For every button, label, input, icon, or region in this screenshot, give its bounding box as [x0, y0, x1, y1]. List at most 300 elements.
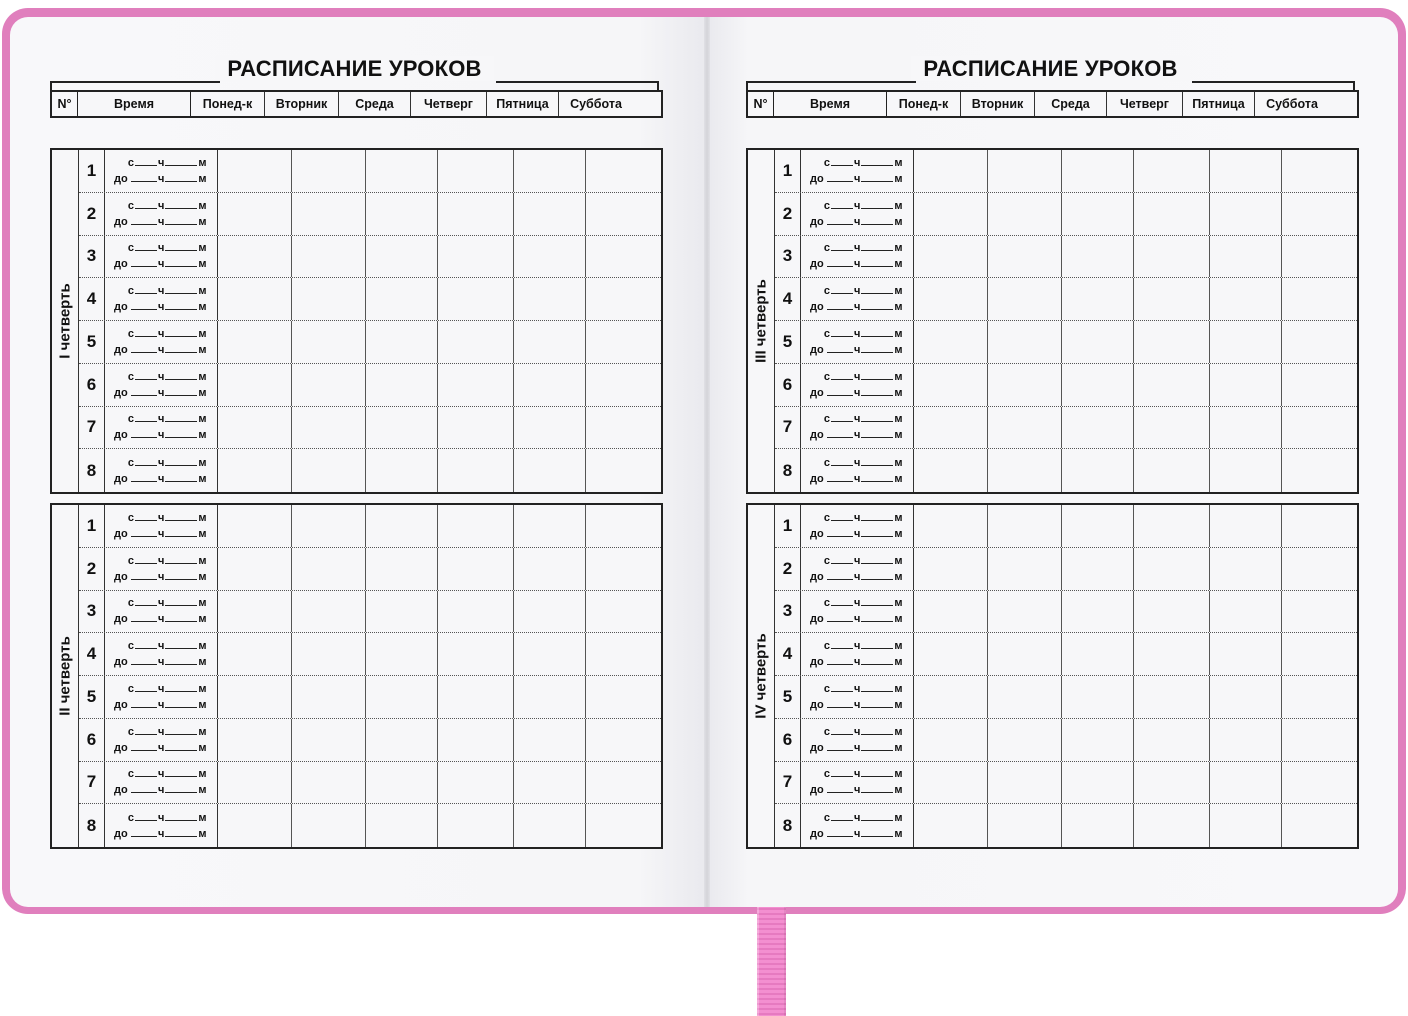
minutes-blank[interactable] [861, 299, 893, 310]
lesson-cell-wednesday[interactable] [1062, 407, 1134, 449]
hours-blank[interactable] [827, 471, 853, 482]
lesson-time-field[interactable] [801, 449, 914, 492]
lesson-cell-tuesday[interactable] [292, 762, 366, 804]
lesson-cell-friday[interactable] [1210, 193, 1282, 235]
lesson-cell-saturday[interactable] [586, 236, 660, 278]
lesson-cell-saturday[interactable] [1282, 321, 1356, 363]
lesson-time-field[interactable] [105, 591, 218, 633]
minutes-blank[interactable] [861, 385, 893, 396]
hours-blank[interactable] [131, 342, 157, 353]
lesson-cell-thursday[interactable] [438, 407, 514, 449]
lesson-cell-thursday[interactable] [1134, 676, 1210, 718]
lesson-cell-saturday[interactable] [586, 591, 660, 633]
lesson-time-field[interactable] [801, 193, 914, 235]
lesson-cell-thursday[interactable] [1134, 591, 1210, 633]
lesson-cell-wednesday[interactable] [1062, 278, 1134, 320]
lesson-cell-saturday[interactable] [1282, 633, 1356, 675]
lesson-cell-monday[interactable] [218, 505, 292, 547]
hours-blank[interactable] [135, 595, 157, 606]
lesson-cell-monday[interactable] [914, 150, 988, 192]
lesson-cell-wednesday[interactable] [366, 321, 438, 363]
lesson-cell-monday[interactable] [218, 236, 292, 278]
hours-blank[interactable] [135, 326, 157, 337]
lesson-cell-friday[interactable] [514, 762, 586, 804]
hours-blank[interactable] [827, 654, 853, 665]
lesson-cell-thursday[interactable] [1134, 364, 1210, 406]
lesson-cell-thursday[interactable] [438, 364, 514, 406]
lesson-cell-monday[interactable] [914, 321, 988, 363]
hours-blank[interactable] [131, 256, 157, 267]
hours-blank[interactable] [831, 326, 853, 337]
hours-blank[interactable] [831, 411, 853, 422]
lesson-cell-saturday[interactable] [1282, 449, 1356, 492]
lesson-cell-wednesday[interactable] [366, 548, 438, 590]
lesson-cell-saturday[interactable] [586, 719, 660, 761]
minutes-blank[interactable] [861, 654, 893, 665]
lesson-cell-saturday[interactable] [1282, 804, 1356, 847]
lesson-cell-monday[interactable] [218, 407, 292, 449]
lesson-cell-thursday[interactable] [1134, 236, 1210, 278]
lesson-time-field[interactable] [801, 364, 914, 406]
minutes-blank[interactable] [861, 526, 893, 537]
lesson-cell-wednesday[interactable] [366, 505, 438, 547]
lesson-cell-monday[interactable] [914, 449, 988, 492]
lesson-time-field[interactable] [801, 804, 914, 847]
lesson-time-field[interactable] [801, 719, 914, 761]
lesson-cell-wednesday[interactable] [1062, 762, 1134, 804]
hours-blank[interactable] [135, 724, 157, 735]
lesson-cell-saturday[interactable] [586, 505, 660, 547]
minutes-blank[interactable] [861, 553, 893, 564]
minutes-blank[interactable] [861, 595, 893, 606]
lesson-time-field[interactable] [801, 591, 914, 633]
lesson-cell-wednesday[interactable] [1062, 633, 1134, 675]
lesson-cell-tuesday[interactable] [988, 676, 1062, 718]
lesson-cell-thursday[interactable] [438, 193, 514, 235]
lesson-cell-wednesday[interactable] [366, 236, 438, 278]
minutes-blank[interactable] [165, 826, 197, 837]
lesson-cell-monday[interactable] [914, 548, 988, 590]
minutes-blank[interactable] [861, 740, 893, 751]
minutes-blank[interactable] [861, 427, 893, 438]
lesson-cell-saturday[interactable] [586, 321, 660, 363]
lesson-cell-tuesday[interactable] [292, 321, 366, 363]
hours-blank[interactable] [135, 455, 157, 466]
lesson-cell-thursday[interactable] [1134, 193, 1210, 235]
lesson-cell-thursday[interactable] [438, 150, 514, 192]
lesson-cell-monday[interactable] [218, 321, 292, 363]
lesson-time-field[interactable] [105, 236, 218, 278]
minutes-blank[interactable] [165, 171, 197, 182]
lesson-cell-monday[interactable] [914, 193, 988, 235]
lesson-cell-wednesday[interactable] [366, 449, 438, 492]
lesson-cell-wednesday[interactable] [1062, 591, 1134, 633]
lesson-cell-thursday[interactable] [1134, 505, 1210, 547]
lesson-time-field[interactable] [105, 278, 218, 320]
minutes-blank[interactable] [861, 214, 893, 225]
minutes-blank[interactable] [861, 510, 893, 521]
lesson-time-field[interactable] [801, 407, 914, 449]
lesson-time-field[interactable] [105, 150, 218, 192]
lesson-cell-monday[interactable] [218, 548, 292, 590]
lesson-cell-thursday[interactable] [1134, 762, 1210, 804]
minutes-blank[interactable] [861, 369, 893, 380]
minutes-blank[interactable] [165, 569, 197, 580]
minutes-blank[interactable] [165, 256, 197, 267]
lesson-cell-wednesday[interactable] [366, 762, 438, 804]
lesson-time-field[interactable] [105, 676, 218, 718]
minutes-blank[interactable] [861, 782, 893, 793]
minutes-blank[interactable] [165, 766, 197, 777]
hours-blank[interactable] [135, 810, 157, 821]
lesson-cell-saturday[interactable] [1282, 278, 1356, 320]
minutes-blank[interactable] [861, 611, 893, 622]
lesson-cell-thursday[interactable] [1134, 719, 1210, 761]
lesson-cell-saturday[interactable] [1282, 236, 1356, 278]
lesson-cell-friday[interactable] [1210, 150, 1282, 192]
minutes-blank[interactable] [861, 810, 893, 821]
hours-blank[interactable] [135, 411, 157, 422]
lesson-cell-friday[interactable] [1210, 676, 1282, 718]
lesson-cell-wednesday[interactable] [1062, 804, 1134, 847]
hours-blank[interactable] [831, 766, 853, 777]
hours-blank[interactable] [131, 526, 157, 537]
minutes-blank[interactable] [165, 240, 197, 251]
minutes-blank[interactable] [861, 569, 893, 580]
hours-blank[interactable] [827, 385, 853, 396]
lesson-cell-tuesday[interactable] [988, 804, 1062, 847]
minutes-blank[interactable] [165, 214, 197, 225]
hours-blank[interactable] [131, 385, 157, 396]
lesson-cell-friday[interactable] [514, 278, 586, 320]
minutes-blank[interactable] [861, 198, 893, 209]
minutes-blank[interactable] [165, 611, 197, 622]
lesson-cell-tuesday[interactable] [988, 364, 1062, 406]
minutes-blank[interactable] [861, 724, 893, 735]
hours-blank[interactable] [831, 283, 853, 294]
lesson-cell-saturday[interactable] [586, 193, 660, 235]
lesson-cell-tuesday[interactable] [292, 193, 366, 235]
lesson-cell-friday[interactable] [514, 804, 586, 847]
lesson-cell-wednesday[interactable] [1062, 548, 1134, 590]
lesson-time-field[interactable] [105, 449, 218, 492]
hours-blank[interactable] [827, 342, 853, 353]
lesson-cell-saturday[interactable] [1282, 591, 1356, 633]
lesson-cell-tuesday[interactable] [988, 505, 1062, 547]
lesson-cell-monday[interactable] [914, 762, 988, 804]
lesson-cell-friday[interactable] [514, 505, 586, 547]
lesson-cell-wednesday[interactable] [1062, 193, 1134, 235]
lesson-cell-tuesday[interactable] [292, 407, 366, 449]
lesson-cell-tuesday[interactable] [292, 591, 366, 633]
minutes-blank[interactable] [165, 526, 197, 537]
lesson-cell-monday[interactable] [914, 407, 988, 449]
lesson-cell-wednesday[interactable] [366, 719, 438, 761]
lesson-cell-wednesday[interactable] [366, 591, 438, 633]
lesson-cell-thursday[interactable] [1134, 633, 1210, 675]
lesson-time-field[interactable] [105, 193, 218, 235]
hours-blank[interactable] [827, 427, 853, 438]
minutes-blank[interactable] [861, 455, 893, 466]
lesson-cell-tuesday[interactable] [988, 236, 1062, 278]
hours-blank[interactable] [131, 611, 157, 622]
hours-blank[interactable] [827, 256, 853, 267]
lesson-cell-friday[interactable] [1210, 505, 1282, 547]
hours-blank[interactable] [131, 471, 157, 482]
lesson-cell-monday[interactable] [218, 591, 292, 633]
minutes-blank[interactable] [165, 724, 197, 735]
hours-blank[interactable] [827, 697, 853, 708]
lesson-cell-friday[interactable] [1210, 591, 1282, 633]
lesson-cell-saturday[interactable] [1282, 193, 1356, 235]
minutes-blank[interactable] [165, 740, 197, 751]
lesson-cell-friday[interactable] [514, 633, 586, 675]
hours-blank[interactable] [131, 427, 157, 438]
minutes-blank[interactable] [861, 283, 893, 294]
minutes-blank[interactable] [861, 326, 893, 337]
lesson-cell-thursday[interactable] [438, 236, 514, 278]
lesson-cell-friday[interactable] [1210, 719, 1282, 761]
lesson-cell-friday[interactable] [514, 719, 586, 761]
lesson-cell-friday[interactable] [514, 321, 586, 363]
lesson-cell-friday[interactable] [514, 193, 586, 235]
lesson-time-field[interactable] [801, 150, 914, 192]
lesson-cell-monday[interactable] [218, 150, 292, 192]
hours-blank[interactable] [135, 155, 157, 166]
lesson-cell-saturday[interactable] [1282, 676, 1356, 718]
minutes-blank[interactable] [165, 595, 197, 606]
lesson-cell-wednesday[interactable] [1062, 321, 1134, 363]
lesson-cell-wednesday[interactable] [1062, 150, 1134, 192]
lesson-cell-tuesday[interactable] [292, 150, 366, 192]
lesson-cell-tuesday[interactable] [988, 762, 1062, 804]
lesson-time-field[interactable] [105, 505, 218, 547]
lesson-cell-thursday[interactable] [1134, 321, 1210, 363]
hours-blank[interactable] [135, 283, 157, 294]
lesson-cell-saturday[interactable] [1282, 762, 1356, 804]
lesson-cell-friday[interactable] [514, 364, 586, 406]
minutes-blank[interactable] [861, 256, 893, 267]
hours-blank[interactable] [831, 240, 853, 251]
lesson-cell-monday[interactable] [218, 804, 292, 847]
lesson-cell-monday[interactable] [218, 762, 292, 804]
hours-blank[interactable] [831, 369, 853, 380]
lesson-cell-monday[interactable] [218, 633, 292, 675]
lesson-cell-wednesday[interactable] [1062, 505, 1134, 547]
hours-blank[interactable] [827, 569, 853, 580]
lesson-cell-friday[interactable] [1210, 633, 1282, 675]
minutes-blank[interactable] [861, 471, 893, 482]
lesson-cell-thursday[interactable] [438, 548, 514, 590]
hours-blank[interactable] [831, 595, 853, 606]
hours-blank[interactable] [827, 740, 853, 751]
lesson-cell-friday[interactable] [514, 150, 586, 192]
lesson-cell-saturday[interactable] [586, 633, 660, 675]
lesson-cell-friday[interactable] [514, 548, 586, 590]
lesson-cell-friday[interactable] [1210, 762, 1282, 804]
lesson-cell-saturday[interactable] [586, 278, 660, 320]
lesson-cell-tuesday[interactable] [292, 449, 366, 492]
hours-blank[interactable] [131, 740, 157, 751]
lesson-cell-monday[interactable] [218, 193, 292, 235]
lesson-cell-wednesday[interactable] [366, 407, 438, 449]
lesson-cell-monday[interactable] [914, 591, 988, 633]
hours-blank[interactable] [831, 155, 853, 166]
minutes-blank[interactable] [165, 697, 197, 708]
minutes-blank[interactable] [861, 155, 893, 166]
lesson-cell-monday[interactable] [914, 633, 988, 675]
lesson-time-field[interactable] [801, 278, 914, 320]
hours-blank[interactable] [135, 510, 157, 521]
minutes-blank[interactable] [165, 638, 197, 649]
lesson-cell-wednesday[interactable] [366, 364, 438, 406]
lesson-time-field[interactable] [801, 505, 914, 547]
lesson-cell-tuesday[interactable] [988, 150, 1062, 192]
lesson-cell-monday[interactable] [218, 719, 292, 761]
lesson-cell-wednesday[interactable] [366, 150, 438, 192]
hours-blank[interactable] [131, 569, 157, 580]
hours-blank[interactable] [131, 654, 157, 665]
minutes-blank[interactable] [165, 455, 197, 466]
lesson-time-field[interactable] [801, 762, 914, 804]
hours-blank[interactable] [831, 198, 853, 209]
lesson-cell-friday[interactable] [514, 407, 586, 449]
hours-blank[interactable] [135, 638, 157, 649]
lesson-cell-friday[interactable] [1210, 278, 1282, 320]
hours-blank[interactable] [831, 553, 853, 564]
lesson-cell-tuesday[interactable] [292, 804, 366, 847]
minutes-blank[interactable] [165, 385, 197, 396]
lesson-cell-monday[interactable] [914, 804, 988, 847]
lesson-cell-thursday[interactable] [438, 591, 514, 633]
hours-blank[interactable] [827, 214, 853, 225]
lesson-cell-wednesday[interactable] [1062, 236, 1134, 278]
lesson-cell-monday[interactable] [914, 676, 988, 718]
hours-blank[interactable] [135, 766, 157, 777]
minutes-blank[interactable] [165, 299, 197, 310]
lesson-cell-saturday[interactable] [586, 804, 660, 847]
lesson-cell-tuesday[interactable] [988, 719, 1062, 761]
lesson-cell-thursday[interactable] [1134, 449, 1210, 492]
hours-blank[interactable] [831, 638, 853, 649]
minutes-blank[interactable] [165, 654, 197, 665]
lesson-cell-friday[interactable] [514, 449, 586, 492]
lesson-cell-tuesday[interactable] [988, 449, 1062, 492]
lesson-cell-friday[interactable] [514, 676, 586, 718]
hours-blank[interactable] [831, 810, 853, 821]
lesson-cell-friday[interactable] [1210, 321, 1282, 363]
lesson-cell-friday[interactable] [1210, 407, 1282, 449]
minutes-blank[interactable] [165, 198, 197, 209]
lesson-cell-monday[interactable] [218, 676, 292, 718]
lesson-time-field[interactable] [105, 407, 218, 449]
minutes-blank[interactable] [165, 342, 197, 353]
hours-blank[interactable] [831, 681, 853, 692]
lesson-time-field[interactable] [105, 548, 218, 590]
lesson-cell-monday[interactable] [218, 449, 292, 492]
lesson-cell-thursday[interactable] [1134, 278, 1210, 320]
lesson-cell-thursday[interactable] [438, 762, 514, 804]
lesson-cell-thursday[interactable] [1134, 150, 1210, 192]
hours-blank[interactable] [135, 369, 157, 380]
minutes-blank[interactable] [165, 471, 197, 482]
minutes-blank[interactable] [861, 697, 893, 708]
lesson-time-field[interactable] [105, 719, 218, 761]
lesson-cell-wednesday[interactable] [1062, 719, 1134, 761]
lesson-cell-saturday[interactable] [586, 762, 660, 804]
lesson-time-field[interactable] [105, 633, 218, 675]
lesson-cell-saturday[interactable] [586, 449, 660, 492]
lesson-cell-monday[interactable] [914, 505, 988, 547]
hours-blank[interactable] [131, 299, 157, 310]
minutes-blank[interactable] [165, 553, 197, 564]
lesson-cell-saturday[interactable] [1282, 505, 1356, 547]
lesson-cell-saturday[interactable] [1282, 719, 1356, 761]
lesson-time-field[interactable] [801, 548, 914, 590]
lesson-cell-monday[interactable] [914, 236, 988, 278]
minutes-blank[interactable] [165, 283, 197, 294]
lesson-cell-thursday[interactable] [438, 676, 514, 718]
lesson-cell-wednesday[interactable] [1062, 364, 1134, 406]
lesson-cell-wednesday[interactable] [366, 633, 438, 675]
hours-blank[interactable] [831, 510, 853, 521]
lesson-cell-monday[interactable] [914, 719, 988, 761]
lesson-cell-saturday[interactable] [1282, 548, 1356, 590]
lesson-cell-saturday[interactable] [586, 548, 660, 590]
hours-blank[interactable] [827, 526, 853, 537]
lesson-cell-tuesday[interactable] [988, 633, 1062, 675]
lesson-time-field[interactable] [105, 321, 218, 363]
lesson-cell-tuesday[interactable] [988, 278, 1062, 320]
lesson-cell-saturday[interactable] [586, 676, 660, 718]
hours-blank[interactable] [131, 782, 157, 793]
lesson-cell-tuesday[interactable] [988, 407, 1062, 449]
minutes-blank[interactable] [861, 342, 893, 353]
hours-blank[interactable] [135, 198, 157, 209]
lesson-cell-tuesday[interactable] [988, 193, 1062, 235]
lesson-cell-saturday[interactable] [1282, 150, 1356, 192]
lesson-cell-saturday[interactable] [1282, 364, 1356, 406]
lesson-cell-tuesday[interactable] [292, 236, 366, 278]
lesson-cell-thursday[interactable] [1134, 804, 1210, 847]
minutes-blank[interactable] [165, 326, 197, 337]
lesson-cell-thursday[interactable] [438, 719, 514, 761]
lesson-cell-monday[interactable] [218, 278, 292, 320]
lesson-cell-saturday[interactable] [586, 364, 660, 406]
lesson-time-field[interactable] [105, 364, 218, 406]
hours-blank[interactable] [827, 299, 853, 310]
lesson-cell-monday[interactable] [914, 364, 988, 406]
hours-blank[interactable] [135, 681, 157, 692]
lesson-cell-thursday[interactable] [1134, 407, 1210, 449]
minutes-blank[interactable] [861, 638, 893, 649]
lesson-cell-tuesday[interactable] [292, 505, 366, 547]
lesson-cell-tuesday[interactable] [292, 719, 366, 761]
lesson-cell-monday[interactable] [218, 364, 292, 406]
lesson-time-field[interactable] [105, 762, 218, 804]
lesson-cell-tuesday[interactable] [292, 633, 366, 675]
minutes-blank[interactable] [165, 369, 197, 380]
lesson-cell-tuesday[interactable] [292, 548, 366, 590]
lesson-cell-wednesday[interactable] [366, 278, 438, 320]
lesson-cell-friday[interactable] [1210, 548, 1282, 590]
lesson-cell-thursday[interactable] [438, 449, 514, 492]
minutes-blank[interactable] [861, 766, 893, 777]
lesson-cell-friday[interactable] [1210, 804, 1282, 847]
lesson-cell-thursday[interactable] [438, 633, 514, 675]
lesson-cell-tuesday[interactable] [988, 321, 1062, 363]
minutes-blank[interactable] [861, 411, 893, 422]
